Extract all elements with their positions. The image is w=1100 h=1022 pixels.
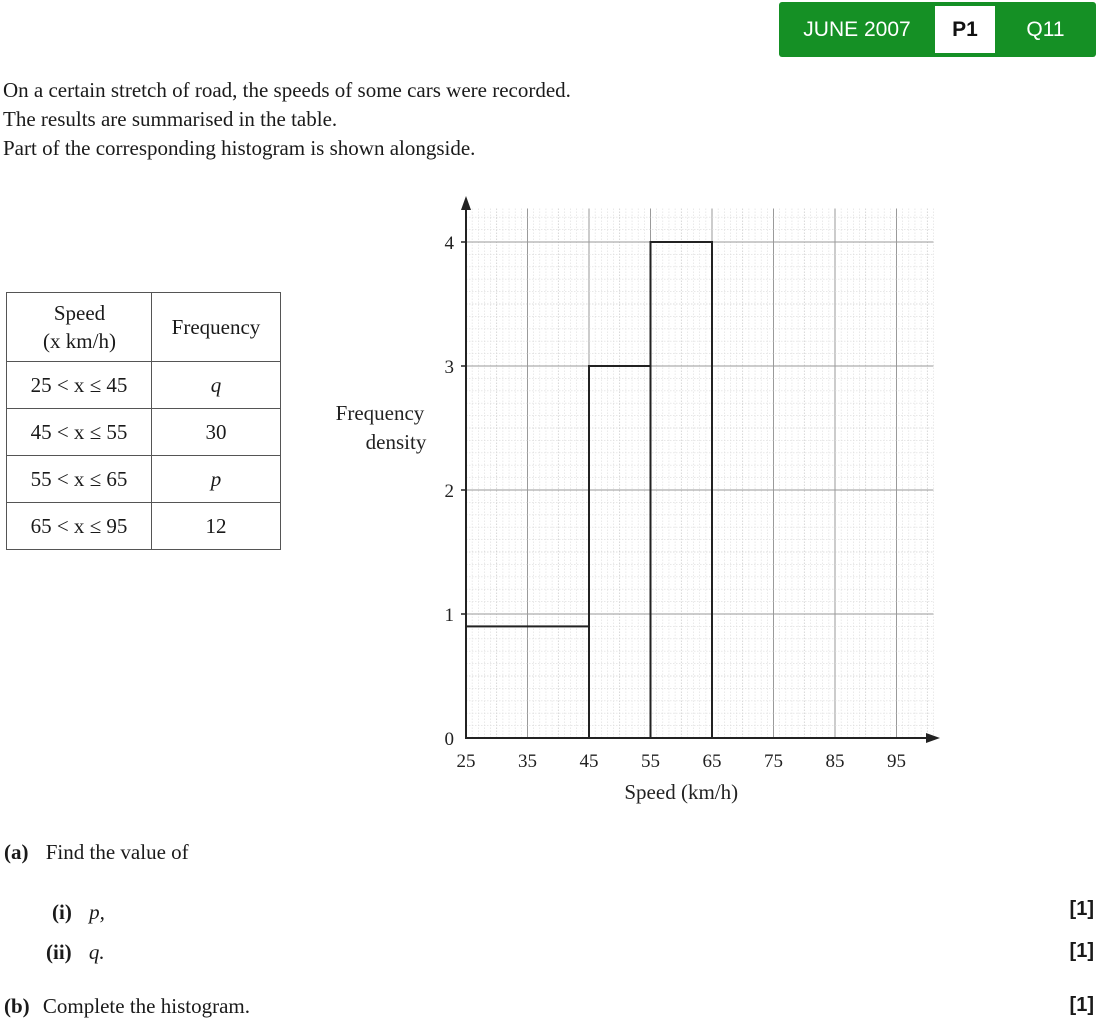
frequency-cell: 12 xyxy=(152,503,281,550)
part-b-label: (b) xyxy=(4,994,30,1018)
mark-a-i: [1] xyxy=(1069,898,1094,920)
part-a-text: Find the value of xyxy=(45,840,189,864)
speed-header xyxy=(7,293,152,362)
y-tick-label: 0 xyxy=(444,729,454,750)
speed-header-line2: (x km/h) xyxy=(43,329,116,353)
x-tick-label: 65 xyxy=(702,751,722,772)
x-tick-label: 55 xyxy=(641,751,660,772)
y-tick-label: 1 xyxy=(444,605,454,626)
exam-session: JUNE 2007 xyxy=(803,17,911,41)
interval-cell: 45 < x ≤ 55 xyxy=(7,409,152,456)
x-tick-label: 45 xyxy=(579,751,599,772)
x-tick-label: 25 xyxy=(456,751,476,772)
frequency-cell: p xyxy=(152,456,281,503)
x-axis-arrow xyxy=(926,733,940,743)
frequency-cell: 30 xyxy=(152,409,281,456)
y-axis-arrow xyxy=(461,196,471,210)
part-b xyxy=(4,994,250,1019)
part-a-ii xyxy=(46,940,105,965)
intro-line-3: Part of the corresponding histogram is shown alongside. xyxy=(3,136,476,160)
part-a-label: (a) xyxy=(4,840,29,864)
question-tag xyxy=(779,2,1096,57)
part-b-text: Complete the histogram. xyxy=(42,994,250,1018)
interval-cell: 25 < x ≤ 45 xyxy=(7,362,152,409)
interval-cell: 65 < x ≤ 95 xyxy=(7,503,152,550)
interval-cell: 55 < x ≤ 65 xyxy=(7,456,152,503)
paper-label: P1 xyxy=(935,6,995,53)
part-a-i-label: (i) xyxy=(52,900,72,924)
table-row xyxy=(7,503,281,550)
y-axis-title-line1: Frequency xyxy=(335,401,425,425)
y-tick-label: 4 xyxy=(444,233,454,254)
table-row xyxy=(7,409,281,456)
part-a-i xyxy=(52,900,105,925)
table-row xyxy=(7,456,281,503)
y-axis-title-line2: density xyxy=(365,430,427,454)
histogram-chart xyxy=(320,188,960,828)
x-tick-label: 75 xyxy=(764,751,783,772)
part-a-ii-text: q. xyxy=(88,940,105,964)
frequency-table xyxy=(6,292,281,550)
x-tick-label: 35 xyxy=(518,751,537,772)
question-number: Q11 xyxy=(1026,17,1065,41)
speed-header-line1: Speed xyxy=(53,301,106,325)
mark-a-ii: [1] xyxy=(1069,940,1094,962)
intro-line-1: On a certain stretch of road, the speeds of some cars were recorded. xyxy=(3,78,571,102)
part-a-ii-label: (ii) xyxy=(46,940,72,964)
table-row xyxy=(7,362,281,409)
question-intro xyxy=(3,76,571,163)
y-tick-label: 3 xyxy=(444,357,454,378)
intro-line-2: The results are summarised in the table. xyxy=(3,107,338,131)
frequency-cell: q xyxy=(152,362,281,409)
x-tick-label: 95 xyxy=(887,751,906,772)
frequency-header: Frequency xyxy=(152,293,281,362)
part-a-i-text: p, xyxy=(89,900,105,924)
table-header-row xyxy=(7,293,281,362)
part-a xyxy=(4,840,189,865)
x-axis-title: Speed (km/h) xyxy=(624,780,739,804)
mark-b: [1] xyxy=(1069,994,1094,1016)
x-tick-label: 85 xyxy=(825,751,845,772)
y-tick-label: 2 xyxy=(444,481,454,502)
